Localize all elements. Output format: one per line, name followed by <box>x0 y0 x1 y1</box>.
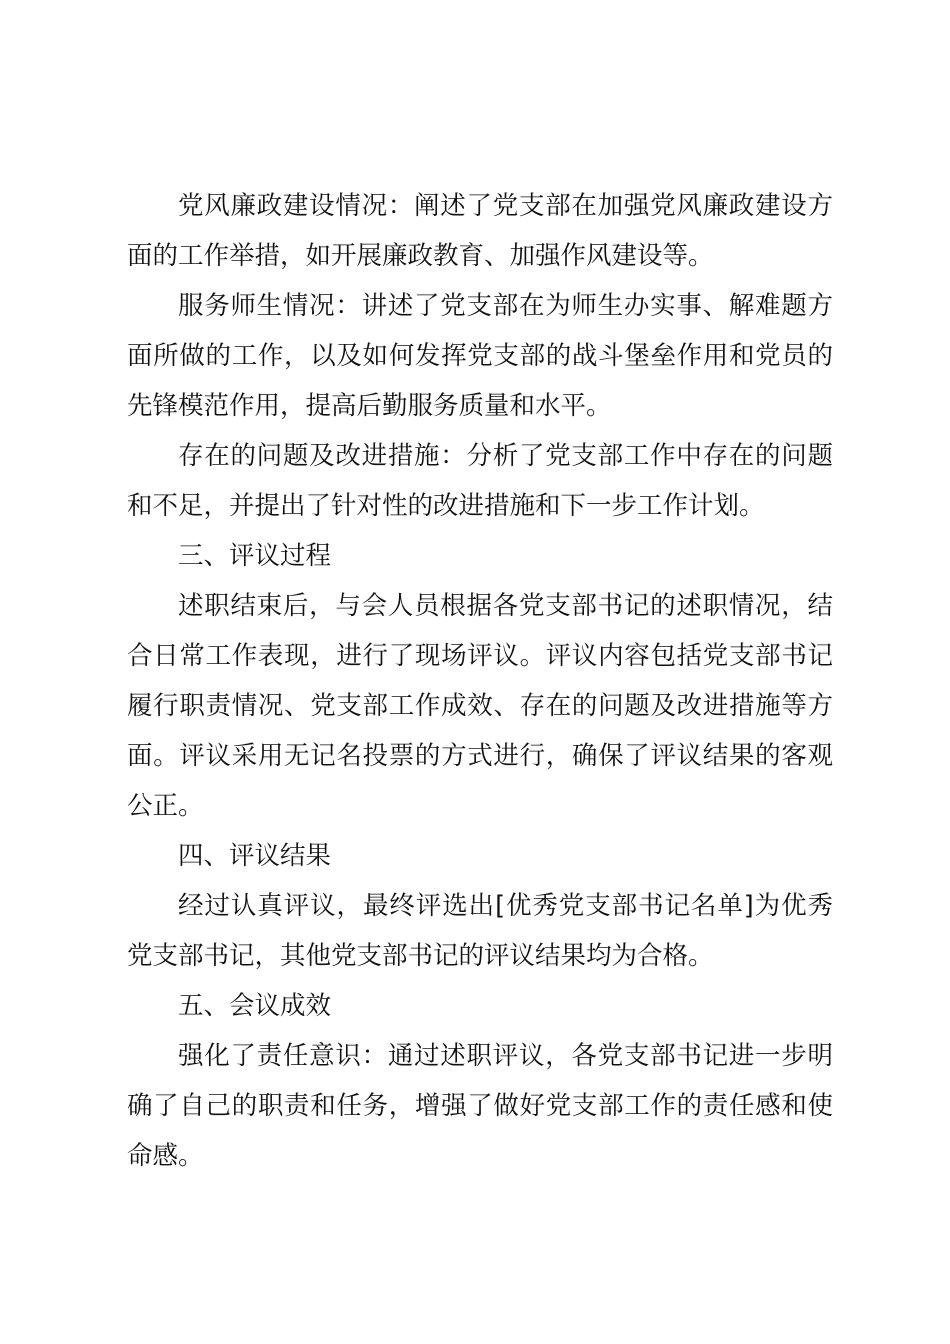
section-heading-review-results: 四、评议结果 <box>178 841 332 871</box>
section-heading-review-process: 三、评议过程 <box>178 541 332 571</box>
document-body <box>127 181 833 1181</box>
paragraph-review-process: 述职结束后，与会人员根据各党支部书记的述职情况，结合日常工作表现，进行了现场评议。评议内容包括党支部书记履行职责情况、党支部工作成效、存在的问题及改进措施等方面。评议采用无记名投票的方式进行，确保了评议结果的客观公正。 <box>127 591 833 821</box>
paragraph-problems-improvements: 存在的问题及改进措施：分析了党支部工作中存在的问题和不足，并提出了针对性的改进措施和下一步工作计划。 <box>127 441 833 521</box>
paragraph-party-conduct: 党风廉政建设情况：阐述了党支部在加强党风廉政建设方面的工作举措，如开展廉政教育、加强作风建设等。 <box>127 191 833 271</box>
paragraph-responsibility-awareness: 强化了责任意识：通过述职评议，各党支部书记进一步明确了自己的职责和任务，增强了做好党支部工作的责任感和使命感。 <box>127 1041 833 1171</box>
section-heading-meeting-outcomes: 五、会议成效 <box>178 991 332 1021</box>
paragraph-serving-teachers-students: 服务师生情况：讲述了党支部在为师生办实事、解难题方面所做的工作，以及如何发挥党支部的战斗堡垒作用和党员的先锋模范作用，提高后勤服务质量和水平。 <box>127 291 833 421</box>
paragraph-review-results: 经过认真评议，最终评选出[优秀党支部书记名单]为优秀党支部书记，其他党支部书记的评议结果均为合格。 <box>127 891 833 971</box>
